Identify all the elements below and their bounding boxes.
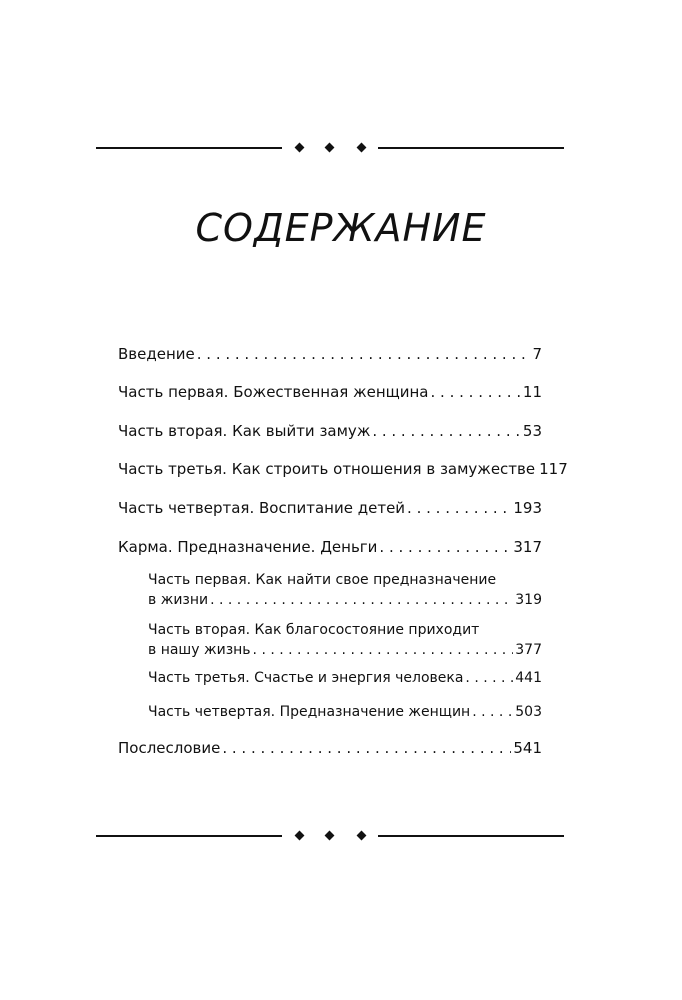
toc-entry-part-3[interactable]: [118, 459, 568, 481]
bottom-ornament: [96, 829, 564, 843]
diamond-icon: [325, 143, 335, 153]
diamond-icon: [357, 143, 367, 153]
toc-entry-introduction[interactable]: [118, 344, 542, 366]
diamond-icon: [295, 831, 305, 841]
dot-leader: [407, 498, 511, 518]
dot-leader: [472, 702, 513, 722]
diamond-icon: [295, 143, 305, 153]
toc-entry-label: Часть вторая. Как выйти замуж: [118, 422, 371, 440]
diamond-icon: [325, 831, 335, 841]
toc-entry-part-4[interactable]: [118, 498, 542, 520]
toc-entry-page: 117: [539, 460, 568, 478]
toc-entry-label: Часть третья. Счастье и энергия человека: [148, 670, 464, 686]
toc-subentry-3[interactable]: [148, 668, 542, 690]
toc-entry-page: 503: [515, 704, 542, 720]
top-ornament: [96, 141, 564, 155]
toc-entry-label: Введение: [118, 345, 195, 363]
dot-leader: [210, 590, 513, 610]
toc-subentry-first-line: Часть вторая. Как благосостояние приходит: [148, 622, 480, 638]
page-title: СОДЕРЖАНИЕ: [195, 206, 487, 250]
toc-entry-page: 441: [515, 670, 542, 686]
toc-entry-page: 53: [522, 422, 542, 440]
ornament-line-right: [378, 835, 564, 837]
toc-entry-page: 193: [513, 499, 542, 517]
toc-entry-part-1[interactable]: [118, 382, 542, 404]
toc-subentry-2[interactable]: [148, 620, 542, 662]
toc-entry-label: Часть первая. Божественная женщина: [118, 383, 429, 401]
toc-entry-label: Часть четвертая. Предназначение женщин: [148, 704, 471, 720]
ornament-line-left: [96, 835, 282, 837]
toc-entry-karma[interactable]: [118, 537, 542, 559]
dot-leader: [222, 738, 511, 758]
dot-leader: [431, 382, 521, 402]
toc-entry-page: 317: [513, 538, 542, 556]
ornament-line-left: [96, 147, 282, 149]
toc-entry-label: Часть третья. Как строить отношения в замужестве: [118, 460, 536, 478]
dot-leader: [197, 344, 531, 364]
toc-entry-afterword[interactable]: [118, 738, 542, 760]
dot-leader: [465, 668, 513, 688]
dot-leader: [372, 421, 521, 441]
dot-leader: [379, 537, 511, 557]
diamond-icon: [357, 831, 367, 841]
toc-subentry-4[interactable]: [148, 702, 542, 724]
toc-entry-page: 541: [513, 739, 542, 757]
toc-entry-label: Послесловие: [118, 739, 221, 757]
toc-entry-label: Часть четвертая. Воспитание детей: [118, 499, 406, 517]
toc-entry-page: 7: [532, 345, 542, 363]
toc-entry-label: в нашу жизнь: [148, 642, 251, 658]
ornament-line-right: [378, 147, 564, 149]
toc-entry-part-2[interactable]: [118, 421, 542, 443]
toc-subentry-1[interactable]: [148, 570, 542, 612]
toc-subentry-first-line: Часть первая. Как найти свое предназначение: [148, 572, 497, 588]
dot-leader: [253, 640, 514, 660]
toc-entry-page: 11: [522, 383, 542, 401]
toc-entry-label: Карма. Предназначение. Деньги: [118, 538, 378, 556]
toc-entry-page: 377: [515, 642, 542, 658]
toc-entry-label: в жизни: [148, 592, 209, 608]
toc-entry-page: 319: [515, 592, 542, 608]
